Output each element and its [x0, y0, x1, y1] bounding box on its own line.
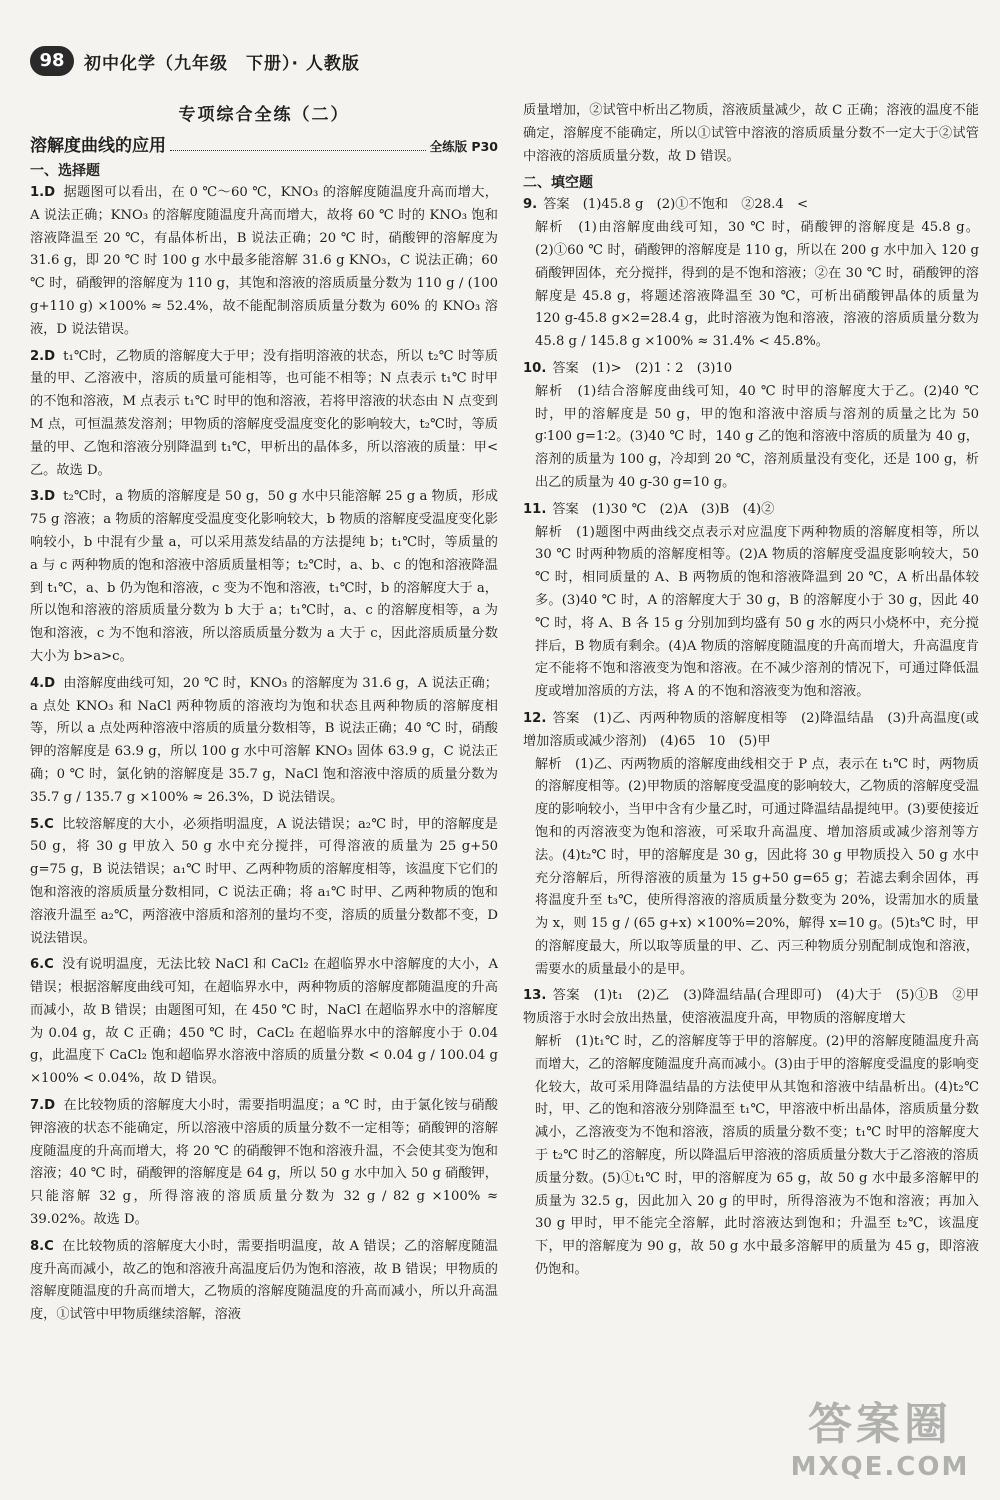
item-answer: 答案 (1)> (2)1∶2 (3)10: [552, 360, 733, 376]
item-analysis: 解析 (1)题图中两曲线交点表示对应温度下两种物质的溶解度相等，所以 30 ℃ 时两种物质的溶解度相等。(2)A 物质的溶解度受温度影响较大，50 ℃ 时，相同质量的 A、B 两物质的饱和溶液降温到 20 ℃，A 析出晶体较多。(3)40 ℃ 时，A 的溶解度大于 30 g，B 的溶解度小于 30 g，因此 40 ℃ 时，将 A、B 各 15 g 分别加到均盛有 50 g 水的两只小烧杯中，充分搅拌后，B 物质有剩余。(4)A 物质的溶解度随温度的升高而增大，升高温度肯定不能将不饱和溶液变为饱和溶液。在不减少溶剂的情况下，可通过降低温度或增加溶质的方法，将 A 的不饱和溶液变为饱和溶液。: [535, 524, 979, 700]
page-number: 98: [30, 46, 74, 76]
item-text: 在比较物质的溶解度大小时，需要指明温度；a ℃ 时，由于氯化铵与硝酸钾溶液的状态不能确定，所以溶液中溶质的质量分数不一定相等；硝酸钾的溶解度随温度的升高而增大，将 20 ℃ 的硝酸钾不饱和溶液升温，不会使其变为饱和溶液；40 ℃ 时，硝酸钾的溶解度是 64 g，所以 50 g 水中加入 50 g 硝酸钾，只能溶解 32 g，所得溶液的溶质质量分数为 32 g / 82 g ×100% ≈ 39.02%。故选 D。: [30, 1098, 498, 1228]
choice-item: [30, 486, 498, 668]
item-text: 据题图可以看出，在 0 ℃～60 ℃，KNO₃ 的溶解度随温度升高而增大，A 说法正确；KNO₃ 的溶解度随温度升高而增大，故将 60 ℃ 时的 KNO₃ 饱和溶液降温至 20 ℃，有晶体析出，B 说法正确；20 ℃ 时，硝酸钾的溶解度为 31.6 g，即 20 ℃ 时 100 g 水中最多能溶解 31.6 g KNO₃，C 说法正确；60 ℃ 时，硝酸钾的溶解度为 110 g，其饱和溶液的溶质质量分数为 110 g / (100 g+110 g) ×100% ≈ 52.4%，故不能配制溶质质量分数为 60% 的 KNO₃ 溶液，D 说法错误。: [30, 185, 498, 337]
item-label: 7.D: [30, 1098, 56, 1114]
item-continuation: [523, 100, 979, 168]
item-label: 9.: [523, 197, 538, 213]
left-column: [30, 100, 498, 1331]
item-label: 11.: [523, 501, 547, 517]
item-label: 12.: [523, 710, 547, 726]
item-label: 4.D: [30, 675, 56, 691]
item-answer: 答案 (1)30 ℃ (2)A (3)B (4)②: [552, 501, 775, 517]
fill-item: [523, 358, 979, 495]
item-label: 2.D: [30, 348, 56, 364]
item-analysis: 解析 (1)乙、丙两物质的溶解度曲线相交于 P 点，表示在 t₁℃ 时，两物质的溶解度相等。(2)甲物质的溶解度受温度的影响较大，乙物质的溶解度受温度的影响较小，当甲中含有少量乙时，可通过降温结晶提纯甲。(3)要使接近饱和的丙溶液变为饱和溶液，可采取升高温度、增加溶质或减少溶剂等方法。(4)t₂℃ 时，甲的溶解度是 30 g，因此将 30 g 甲物质投入 50 g 水中充分溶解后，所得溶液的质量为 15 g+50 g=65 g；若滤去剩余固体，再将温度升至 t₃℃，使所得溶液的溶质质量分数变为 20%，设需加水的质量为 x，则 15 g / (65 g+x) ×100%=20%，解得 x=10 g。(5)t₃℃ 时，甲的溶解度最大，所以取等质量的甲、乙、丙三种物质分别配制成饱和溶液，需要水的质量最小的是甲。: [535, 756, 979, 977]
choice-item: [30, 1095, 498, 1232]
item-answer: 答案 (1)t₁ (2)乙 (3)降温结晶(合理即可) (4)大于 (5)①B ②甲物质溶于水时会放出热量，使溶液温度升高，甲物质的溶解度增大: [523, 988, 979, 1027]
watermark-url: MXQE.COM: [790, 1452, 970, 1482]
item-label: 10.: [523, 360, 547, 376]
watermark-logo: [780, 1388, 980, 1482]
item-analysis: 解析 (1)t₁℃ 时，乙的溶解度等于甲的溶解度。(2)甲的溶解度随温度升高而增大，乙的溶解度随温度升高而减小。(3)由于甲的溶解度受温度的影响变化较大，故可采用降温结晶的方法使甲从其饱和溶液中结晶析出。(4)t₂℃ 时，甲、乙的饱和溶液分别降温至 t₁℃，甲溶液中析出晶体，溶质质量分数减小，乙溶液变为不饱和溶液，溶质的质量分数不变；t₁℃ 时甲的溶解度大于 t₂℃ 时乙的溶解度，所以降温后甲溶液的溶质质量分数大于乙溶液的溶质质量分数。(5)①t₁℃ 时，甲的溶解度为 65 g，故 50 g 水中最多溶解甲的质量为 32.5 g，因此加入 20 g 的甲时，所得溶液为不饱和溶液；再加入 30 g 甲时，甲不能完全溶解，此时溶液达到饱和；升温至 t₂℃，该温度下，甲的溶解度为 90 g，故 50 g 水中最多溶解甲的质量为 45 g，即溶液仍饱和。: [535, 1034, 979, 1278]
choice-item: [30, 182, 498, 342]
item-label: 13.: [523, 988, 547, 1004]
item-text: 由溶解度曲线可知，20 ℃ 时，KNO₃ 的溶解度为 31.6 g，A 说法正确；a 点处 KNO₃ 和 NaCl 两种物质的溶液均为饱和状态且两种物质的溶解度相等，所以 a 点处两种溶液中溶质的质量分数相等，B 说法正确；40 ℃ 时，硝酸钾的溶解度是 63.9 g，所以 100 g 水中可溶解 KNO₃ 固体 63.9 g，C 说法正确；0 ℃ 时，氯化钠的溶解度是 35.7 g，NaCl 饱和溶液中溶质的质量分数为 35.7 g / 135.7 g ×100% ≈ 26.3%，D 说法错误。: [30, 675, 498, 805]
item-text: 比较溶解度的大小，必须指明温度，A 说法错误；a₂℃ 时，甲的溶解度是 50 g，将 30 g 甲放入 50 g 水中充分搅拌，可得溶液的质量为 25 g+50 g=75 g，B 说法错误；a₁℃ 时甲、乙两种物质的溶解度相等，该温度下它们的饱和溶液的溶质质量分数相同，C 说法正确；将 a₁℃ 时甲、乙两种物质的饱和溶液升温至 a₂℃，两溶液中溶质和溶剂的量均不变，溶质的质量分数都不变，D 说法错误。: [30, 816, 498, 946]
section-title: 专项综合全练（二）: [178, 105, 350, 125]
watermark-text: 答案圈: [808, 1399, 952, 1450]
choice-item: [30, 954, 498, 1091]
item-answer: 答案 (1)乙、丙两种物质的溶解度相等 (2)降温结晶 (3)升高温度(或增加溶质或减少溶剂) (4)65 10 (5)甲: [523, 710, 979, 749]
leader-dots: [170, 150, 426, 151]
item-analysis: 解析 (1)结合溶解度曲线可知，40 ℃ 时甲的溶解度大于乙。(2)40 ℃ 时，甲的溶解度是 50 g，甲的饱和溶液中溶质与溶剂的质量之比为 50 g∶100 g=1∶2。(3)40 ℃ 时，140 g 乙的饱和溶液中溶质的质量为 40 g，溶剂的质量为 100 g，冷却到 20 ℃，溶剂质量没有变化，还是 100 g，析出乙的质量为 40 g-30 g=10 g。: [535, 383, 979, 490]
part-heading-fill: 二、填空题: [523, 175, 593, 192]
page-header: [30, 44, 360, 78]
fill-item: [523, 194, 979, 354]
item-label: 1.D: [30, 185, 56, 200]
topic-title: 溶解度曲线的应用: [30, 136, 166, 156]
fill-item: [523, 499, 979, 704]
item-label: 3.D: [30, 489, 56, 505]
item-analysis: 解析 (1)由溶解度曲线可知，30 ℃ 时，硝酸钾的溶解度是 45.8 g。(2)①60 ℃ 时，硝酸钾的溶解度是 110 g，所以在 200 g 水中加入 120 g 硝酸钾固体，充分搅拌，得到的是不饱和溶液；②在 30 ℃ 时，硝酸钾的溶解度是 45.8 g，将题述溶液降温至 30 ℃，可析出硝酸钾晶体的质量为 120 g-45.8 g×2=28.4 g，此时溶液为饱和溶液，溶液的溶质质量分数为 45.8 g / 145.8 g ×100% ≈ 31.4% < 45.8%。: [535, 220, 979, 350]
item-label: 8.C: [30, 1238, 54, 1254]
choice-item: [30, 346, 498, 483]
topic-reference: 全练版 P30: [429, 139, 498, 154]
item-text: 在比较物质的溶解度大小时，需要指明温度，故 A 错误；乙的溶解度随温度升高而减小，故乙的饱和溶液升高温度后仍为饱和溶液，故 B 错误；甲物质的溶解度随温度的升高而增大，乙物质的溶解度随温度的升高而减小，所以升高温度，①试管中甲物质继续溶解，溶液: [30, 1238, 498, 1323]
fill-item: [523, 985, 979, 1281]
item-answer: 答案 (1)45.8 g (2)①不饱和 ②28.4 <: [543, 197, 809, 213]
item-text: t₁℃时，乙物质的溶解度大于甲；没有指明溶液的状态，所以 t₂℃ 时等质量的甲、乙溶液中，溶质的质量可能相等，也可能不相等；N 点表示 t₁℃ 时甲的不饱和溶液，M 点表示 t₁℃ 时甲的饱和溶液，若将甲溶液的状态由 N 点变到 M 点，可恒温蒸发溶剂；甲物质的溶解度受温度变化的影响较大，t₂℃时，等质量的甲、乙饱和溶液分别降温到 t₁℃，甲析出的晶体多，所以溶液的质量：甲<乙。故选 D。: [30, 348, 498, 478]
item-text: t₂℃时，a 物质的溶解度是 50 g，50 g 水中只能溶解 25 g a 物质，形成 75 g 溶液；a 物质的溶解度受温度变化影响较大，b 物质的溶解度受温度变化影响较小，b 中混有少量 a，可以采用蒸发结晶的方法提纯 b；t₁℃时，等质量的 a 与 c 两种物质的饱和溶液中溶质质量相等；t₂℃时，a、b、c 的饱和溶液降温到 t₁℃，a、b 仍为饱和溶液，c 变为不饱和溶液，t₁℃时，b 的溶解度大于 a，所以饱和溶液的溶质质量分数为 b 大于 a；t₁℃时，a、c 的溶解度相等，a 为饱和溶液，c 为不饱和溶液，所以溶质质量分数为 a 大于 c，因此溶质质量分数大小为 b>a>c。: [30, 489, 498, 664]
fill-item: [523, 708, 979, 982]
topic-row: [30, 131, 498, 156]
part-heading-choice: 一、选择题: [30, 163, 100, 179]
item-label: 6.C: [30, 957, 54, 973]
item-label: 5.C: [30, 816, 54, 832]
choice-item: [30, 1236, 498, 1327]
choice-item: [30, 673, 498, 810]
item8-continued-text: 质量增加，②试管中析出乙物质，溶液质量减少，故 C 正确；溶液的温度不能确定，溶解度不能确定，所以①试管中溶液的溶质质量分数不一定大于②试管中溶液的溶质质量分数，故 D 错误。: [523, 103, 979, 164]
choice-item: [30, 814, 498, 951]
item-text: 没有说明温度，无法比较 NaCl 和 CaCl₂ 在超临界水中溶解度的大小，A 错误；根据溶解度曲线可知，在超临界水中，两种物质的溶解度都随温度的升高而减小，故 B 错误；由题图可知，在 450 ℃ 时，NaCl 在超临界水中的溶解度为 0.04 g，故 C 正确；450 ℃ 时，CaCl₂ 在超临界水中的溶解度小于 0.04 g，此温度下 CaCl₂ 饱和超临界水溶液中溶质的质量分数 < 0.04 g / 100.04 g ×100% < 0.04%，故 D 错误。: [30, 957, 498, 1087]
book-title: 初中化学（九年级 下册）· 人教版: [84, 53, 360, 74]
right-column: [523, 100, 979, 1286]
